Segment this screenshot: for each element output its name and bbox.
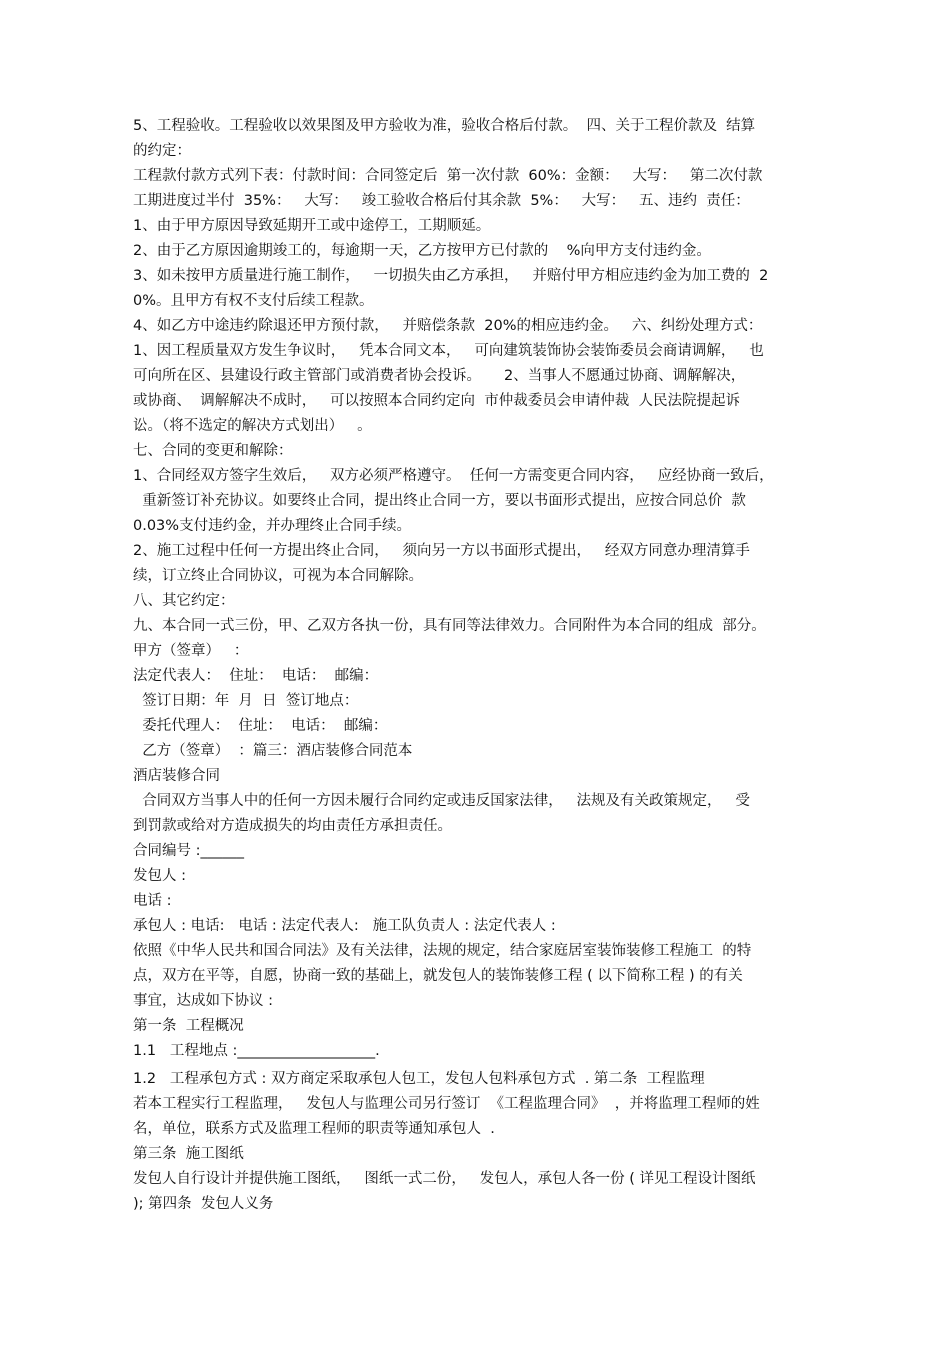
text-line: ); 第四条 发包人义务 — [133, 1196, 274, 1212]
text-line: 讼。（将不选定的解决方式划出） 。 — [133, 418, 372, 434]
signature-line: 乙方（签章） ：篇三：酒店装修合同范本 — [133, 743, 413, 759]
section-heading: 八、其它约定： — [133, 593, 235, 609]
text-line: 发包人自行设计并提供施工图纸， 图纸一式二份， 发包人，承包人各一份 ( 详见工程设计图纸 — [133, 1171, 756, 1187]
section-heading: 七、合同的变更和解除： — [133, 443, 293, 459]
signature-line: 法定代表人： 住址： 电话： 邮编： — [133, 668, 379, 684]
text-line: 点，双方在平等，自愿，协商一致的基础上，就发包人的装饰装修工程 ( 以下简称工程 ) 的有关 — [133, 968, 743, 984]
text-line: 工期进度过半付 35%： 大写： 竣工验收合格后付其余款 5%： 大写： 五、违约 责任： — [133, 193, 750, 209]
party-line: 发包人 : — [133, 868, 186, 884]
party-line: 承包人 : 电话: 电话 : 法定代表人: 施工队负责人 : 法定代表人 : — [133, 918, 556, 934]
text-line: 重新签订补充协议。如要终止合同，提出终止合同一方，要以书面形式提出，应按合同总价 款 — [133, 493, 746, 509]
contract-text-body — [133, 114, 833, 1217]
text-line: 到罚款或给对方造成损失的均由责任方承担责任。 — [133, 818, 452, 834]
text-line: 0.03%支付违约金，并办理终止合同手续。 — [133, 518, 412, 534]
text-line: 2、施工过程中任何一方提出终止合同， 须向另一方以书面形式提出， 经双方同意办理清算手 — [133, 543, 750, 559]
text-line: 续，订立终止合同协议，可视为本合同解除。 — [133, 568, 423, 584]
party-line: 电话 : — [133, 893, 172, 909]
signature-line: 签订日期：年 月 日 签订地点： — [133, 693, 359, 709]
text-line: 4、如乙方中途违约除退还甲方预付款， 并赔偿条款 20%的相应违约金。 六、纠纷处理方式： — [133, 318, 763, 334]
signature-line: 委托代理人： 住址： 电话： 邮编： — [133, 718, 388, 734]
text-line: 1.2 工程承包方式 : 双方商定采取承包人包工，发包人包料承包方式 . 第二条 工程监理 — [133, 1071, 705, 1087]
section-heading: 第三条 施工图纸 — [133, 1146, 244, 1162]
section-heading: 第一条 工程概况 — [133, 1018, 244, 1034]
text-line: 事宜，达成如下协议 : — [133, 993, 273, 1009]
contract-number-line: 合同编号 :______ — [133, 843, 244, 859]
text-line: 1、合同经双方签字生效后， 双方必须严格遵守。 任何一方需变更合同内容， 应经协商一致后， — [133, 468, 774, 484]
text-line: 名，单位，联系方式及监理工程师的职责等通知承包人 . — [133, 1121, 495, 1137]
text-line: 合同双方当事人中的任何一方因未履行合同约定或违反国家法律， 法规及有关政策规定， 受 — [133, 793, 750, 809]
text-line: 1、由于甲方原因导致延期开工或中途停工，工期顺延。 — [133, 218, 491, 234]
text-line: 依照《中华人民共和国合同法》及有关法律，法规的规定，结合家庭居室装饰装修工程施工 的特 — [133, 943, 752, 959]
text-line: 若本工程实行工程监理， 发包人与监理公司另行签订 《工程监理合同》 ，并将监理工程师的姓 — [133, 1096, 760, 1112]
text-line: 的约定： — [133, 143, 191, 159]
text-line: 5、工程验收。工程验收以效果图及甲方验收为准，验收合格后付款。 四、关于工程价款及 结算 — [133, 118, 756, 134]
text-line: 1、因工程质量双方发生争议时， 凭本合同文本， 可向建筑装饰协会装饰委员会商请调解， 也 — [133, 343, 764, 359]
text-line: 3、如未按甲方质量进行施工制作， 一切损失由乙方承担， 并赔付甲方相应违约金为加工费的 2 — [133, 268, 769, 284]
text-line: 或协商、 调解解决不成时， 可以按照本合同约定向 市仲裁委员会申请仲裁 人民法院提起诉 — [133, 393, 740, 409]
text-line: 0%。且甲方有权不支付后续工程款。 — [133, 293, 374, 309]
text-line: 2、由于乙方原因逾期竣工的，每逾期一天，乙方按甲方已付款的 %向甲方支付违约金。 — [133, 243, 711, 259]
document-title: 酒店装修合同 — [133, 768, 220, 784]
text-line: 九、本合同一式三份，甲、乙双方各执一份，具有同等法律效力。合同附件为本合同的组成 部分。 — [133, 618, 766, 634]
text-line: 工程款付款方式列下表：付款时间：合同签定后 第一次付款 60%：金额： 大写： 第二次付款 — [133, 168, 763, 184]
text-line: 可向所在区、县建设行政主管部门或消费者协会投诉。 2、当事人不愿通过协商、调解解决， — [133, 368, 746, 384]
text-line: 1.1 工程地点 :___________________. — [133, 1043, 380, 1059]
signature-line: 甲方（签章） ： — [133, 643, 249, 659]
